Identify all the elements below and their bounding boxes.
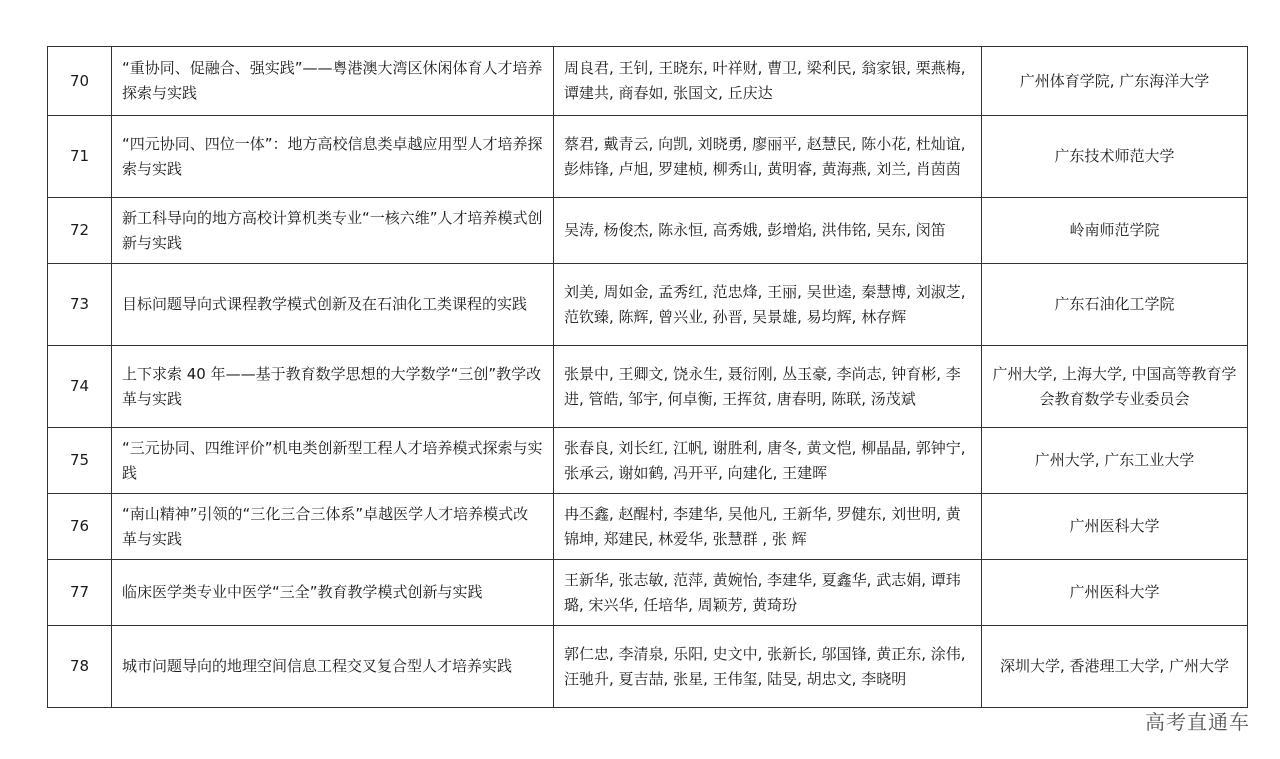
table-row xyxy=(48,494,1248,560)
institution: 广州大学, 上海大学, 中国高等教育学会教育数学专业委员会 xyxy=(982,346,1248,428)
team-members: 刘美, 周如金, 孟秀红, 范忠烽, 王丽, 吴世逵, 秦慧博, 刘淑芝, 范钦臻, 陈辉, 曾兴业, 孙晋, 吴景雄, 易均辉, 林存辉 xyxy=(554,264,982,346)
team-members: 张景中, 王卿文, 饶永生, 聂衍刚, 丛玉豪, 李尚志, 钟育彬, 李进, 管皓, 邹宇, 何卓衡, 王挥贫, 唐春明, 陈联, 汤茂斌 xyxy=(554,346,982,428)
institution: 广东技术师范大学 xyxy=(982,116,1248,198)
team-members: 张春良, 刘长红, 江帆, 谢胜利, 唐冬, 黄文恺, 柳晶晶, 郭钟宁, 张承云, 谢如鹤, 冯开平, 向建化, 王建晖 xyxy=(554,428,982,494)
table-row xyxy=(48,116,1248,198)
project-title: 上下求索 40 年——基于教育数学思想的大学数学“三创”教学改革与实践 xyxy=(112,346,554,428)
project-title: “南山精神”引领的“三化三合三体系”卓越医学人才培养模式改革与实践 xyxy=(112,494,554,560)
row-number: 78 xyxy=(48,626,112,708)
table-row xyxy=(48,428,1248,494)
project-title: 临床医学类专业中医学“三全”教育教学模式创新与实践 xyxy=(112,560,554,626)
row-number: 75 xyxy=(48,428,112,494)
team-members: 周良君, 王钊, 王晓东, 叶祥财, 曹卫, 梁利民, 翁家银, 栗燕梅, 谭建共, 商春如, 张国文, 丘庆达 xyxy=(554,47,982,116)
team-members: 冉丕鑫, 赵醒村, 李建华, 吴他凡, 王新华, 罗健东, 刘世明, 黄锦坤, 郑建民, 林爱华, 张慧群 , 张 辉 xyxy=(554,494,982,560)
project-title: 城市问题导向的地理空间信息工程交叉复合型人才培养实践 xyxy=(112,626,554,708)
team-members: 蔡君, 戴青云, 向凯, 刘晓勇, 廖丽平, 赵慧民, 陈小花, 杜灿谊, 彭炜锋, 卢旭, 罗建桢, 柳秀山, 黄明睿, 黄海燕, 刘兰, 肖茵茵 xyxy=(554,116,982,198)
awards-table xyxy=(47,46,1248,708)
institution: 广州大学, 广东工业大学 xyxy=(982,428,1248,494)
table-body xyxy=(48,47,1248,708)
row-number: 73 xyxy=(48,264,112,346)
project-title: 目标问题导向式课程教学模式创新及在石油化工类课程的实践 xyxy=(112,264,554,346)
team-members: 吴涛, 杨俊杰, 陈永恒, 高秀娥, 彭增焰, 洪伟铭, 吴东, 闵笛 xyxy=(554,198,982,264)
table-row xyxy=(48,47,1248,116)
watermark: 高考直通车 xyxy=(1145,710,1250,734)
row-number: 77 xyxy=(48,560,112,626)
institution: 广州医科大学 xyxy=(982,494,1248,560)
table-row xyxy=(48,264,1248,346)
row-number: 76 xyxy=(48,494,112,560)
project-title: “四元协同、四位一体”：地方高校信息类卓越应用型人才培养探索与实践 xyxy=(112,116,554,198)
institution: 广州体育学院, 广东海洋大学 xyxy=(982,47,1248,116)
project-title: “三元协同、四维评价”机电类创新型工程人才培养模式探索与实践 xyxy=(112,428,554,494)
row-number: 70 xyxy=(48,47,112,116)
table-row xyxy=(48,346,1248,428)
table-row xyxy=(48,626,1248,708)
row-number: 71 xyxy=(48,116,112,198)
table-row xyxy=(48,198,1248,264)
institution: 深圳大学, 香港理工大学, 广州大学 xyxy=(982,626,1248,708)
institution: 广东石油化工学院 xyxy=(982,264,1248,346)
institution: 广州医科大学 xyxy=(982,560,1248,626)
team-members: 王新华, 张志敏, 范萍, 黄婉怡, 李建华, 夏鑫华, 武志娟, 谭玮璐, 宋兴华, 任培华, 周颖芳, 黄琦玢 xyxy=(554,560,982,626)
project-title: “重协同、促融合、强实践”——粤港澳大湾区休闲体育人才培养探索与实践 xyxy=(112,47,554,116)
project-title: 新工科导向的地方高校计算机类专业“一核六维”人才培养模式创新与实践 xyxy=(112,198,554,264)
row-number: 74 xyxy=(48,346,112,428)
team-members: 郭仁忠, 李清泉, 乐阳, 史文中, 张新长, 邬国锋, 黄正东, 涂伟, 汪驰升, 夏吉喆, 张星, 王伟玺, 陆旻, 胡忠文, 李晓明 xyxy=(554,626,982,708)
institution: 岭南师范学院 xyxy=(982,198,1248,264)
table-row xyxy=(48,560,1248,626)
row-number: 72 xyxy=(48,198,112,264)
